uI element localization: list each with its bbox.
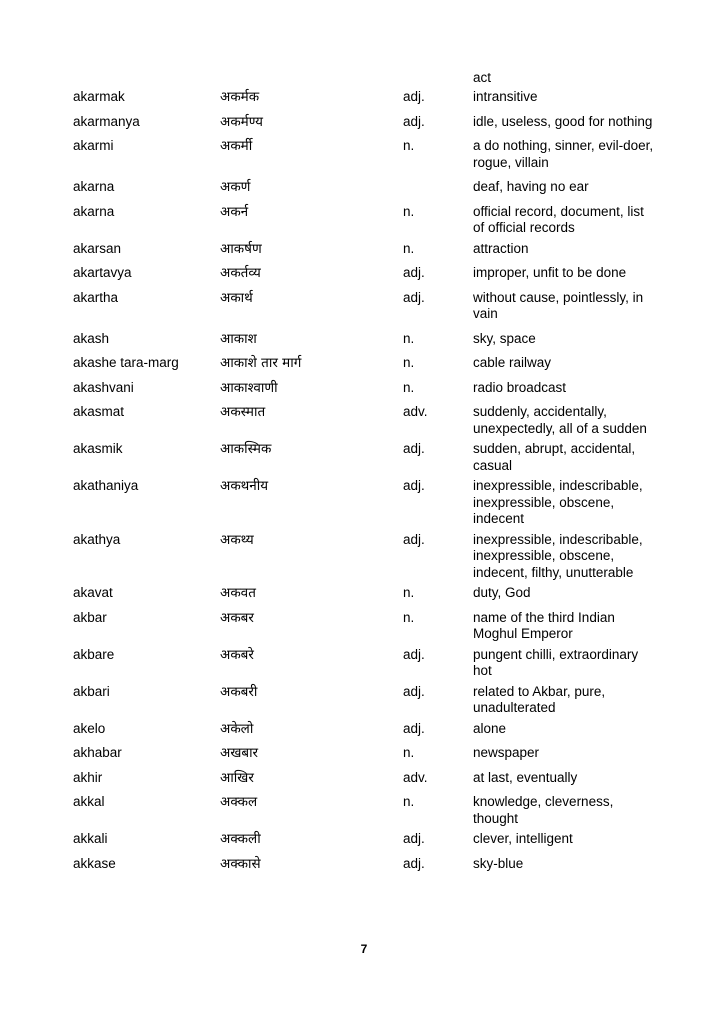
entry-part-of-speech: n. [403,609,415,625]
dictionary-entry [73,856,673,873]
entry-devanagari: अकर्तव्य [220,265,261,281]
dictionary-entry [73,380,673,397]
entry-part-of-speech: n. [403,794,415,809]
entry-definition: without cause, pointlessly, in vain [473,289,644,321]
entry-part-of-speech: adj. [403,855,425,871]
entry-part-of-speech: n. [403,379,415,395]
entry-part-of-speech: adj. [403,720,425,736]
entry-part-of-speech: n. [403,203,415,219]
entry-list [73,89,673,872]
dictionary-entry [73,647,673,680]
entry-part-of-speech: n. [403,138,415,153]
entry-definition: clever, intelligent [473,831,573,846]
continued-definition: act [473,70,492,85]
entry-headword: akbare [73,646,115,662]
entry-definition: inexpressible, indescribable, inexpressible, obscene, indecent, filthy, unutterable [473,531,643,580]
entry-definition: attraction [473,240,529,256]
dictionary-entry [73,684,673,717]
entry-definition: deaf, having no ear [473,179,589,194]
entry-part-of-speech: adj. [403,265,425,280]
entry-definition: newspaper [473,745,540,760]
entry-headword: akarmanya [73,113,140,129]
entry-devanagari: अकेलो [220,720,254,737]
entry-headword: akelo [73,720,106,736]
dictionary-entry [73,265,673,282]
entry-headword: akkali [73,831,108,846]
entry-definition: duty, God [473,585,531,600]
entry-part-of-speech: n. [403,330,415,346]
entry-devanagari: आकाश्वाणी [220,379,278,396]
entry-definition: alone [473,720,507,736]
entry-definition: cable railway [473,355,552,370]
entry-part-of-speech: adv. [403,404,428,419]
entry-part-of-speech: adj. [403,683,425,699]
entry-headword: akkal [73,794,105,809]
entry-part-of-speech: adj. [403,441,425,456]
entry-devanagari: अकस्मात [220,404,266,420]
entry-definition: intransitive [473,89,538,104]
entry-headword: akathaniya [73,478,139,493]
entry-definition: inexpressible, indescribable, inexpressible, obscene, indecent [473,478,643,526]
dictionary-entry [73,204,673,237]
dictionary-entry [73,114,673,131]
dictionary-entry [73,770,673,787]
entry-devanagari: अकवत [220,585,256,601]
entry-devanagari: अकर्ण [220,179,251,195]
entry-devanagari: आकाशे तार मार्ग [220,355,302,371]
entry-definition: at last, eventually [473,769,578,785]
entry-devanagari: अक्कल [220,794,258,810]
entry-definition: suddenly, accidentally, unexpectedly, all of a sudden [473,404,647,436]
page-number: 7 [360,942,368,956]
dictionary-entry [73,441,673,474]
entry-part-of-speech: n. [403,355,415,370]
dictionary-entry [73,404,673,437]
entry-devanagari: अकबर [220,609,254,626]
entry-devanagari: आकस्मिक [220,441,272,457]
entry-devanagari: अकर्मक [220,89,260,105]
entry-definition: improper, unfit to be done [473,265,627,280]
dictionary-entry [73,532,673,582]
entry-headword: akartha [73,289,119,305]
entry-definition: sky-blue [473,855,524,871]
dictionary-entry [73,331,673,348]
entry-part-of-speech: adj. [403,531,425,547]
entry-devanagari: अखबार [220,745,259,761]
entry-headword: akavat [73,585,113,600]
entry-headword: akarmi [73,138,114,153]
entry-headword: akbari [73,683,110,699]
entry-part-of-speech: adj. [403,831,425,846]
entry-devanagari: अकर्मी [220,138,253,154]
entry-headword: akkase [73,855,116,871]
entry-headword: akarmak [73,89,125,104]
entry-devanagari: अकार्थ [220,289,253,306]
entry-definition: sudden, abrupt, accidental, casual [473,441,636,473]
dictionary-entry [73,290,673,323]
dictionary-entry [73,721,673,738]
entry-headword: akbar [73,609,107,625]
entry-part-of-speech: adv. [403,769,428,785]
dictionary-entry [73,794,673,827]
entry-definition: name of the third Indian Moghul Emperor [473,609,615,641]
dictionary-entry [73,610,673,643]
entry-devanagari: अक्कासे [220,855,261,872]
entry-definition: related to Akbar, pure, unadulterated [473,683,606,715]
entry-part-of-speech: n. [403,745,415,760]
entry-devanagari: अकबरे [220,646,254,663]
entry-part-of-speech: adj. [403,478,425,493]
entry-devanagari: अकथनीय [220,478,269,494]
entry-definition: official record, document, list of official records [473,203,644,235]
entry-part-of-speech: adj. [403,646,425,662]
entry-headword: akasmik [73,441,123,456]
entry-headword: akarna [73,203,115,219]
dictionary-entry [73,478,673,528]
entry-definition: idle, useless, good for nothing [473,113,653,129]
dictionary-entry [73,89,673,106]
entry-definition: sky, space [473,330,536,346]
entry-headword: akasmat [73,404,125,419]
dictionary-entry [73,138,673,171]
entry-devanagari: आकाश [220,330,257,347]
dictionary-entry [73,179,673,196]
dictionary-entry [73,745,673,762]
entry-definition: radio broadcast [473,379,567,395]
dictionary-entry [73,585,673,602]
dictionary-entry [73,355,673,372]
entry-devanagari: अकबरी [220,683,258,700]
entry-devanagari: अकथ्य [220,531,254,548]
entry-definition: knowledge, cleverness, thought [473,794,614,826]
entry-headword: akartavya [73,265,132,280]
entry-part-of-speech: n. [403,240,415,256]
entry-headword: akhir [73,769,103,785]
entry-part-of-speech: adj. [403,289,425,305]
entry-devanagari: आकर्षण [220,240,262,257]
entry-headword: akarna [73,179,115,194]
entry-part-of-speech: adj. [403,113,425,129]
dictionary-entry [73,831,673,848]
entry-headword: akhabar [73,745,122,760]
entry-part-of-speech: adj. [403,89,425,104]
entry-headword: akashvani [73,379,134,395]
entry-devanagari: आखिर [220,769,254,786]
entry-headword: akashe tara-marg [73,355,179,370]
entry-part-of-speech: n. [403,585,415,600]
dictionary-entry [73,241,673,258]
entry-devanagari: अक्कली [220,831,261,847]
entry-headword: akathya [73,531,121,547]
entry-devanagari: अकर्मण्य [220,113,263,130]
entry-devanagari: अकर्न [220,203,249,220]
entry-headword: akarsan [73,240,122,256]
entry-headword: akash [73,330,110,346]
entry-definition: a do nothing, sinner, evil-doer, rogue, villain [473,138,654,170]
entry-definition: pungent chilli, extraordinary hot [473,646,639,678]
